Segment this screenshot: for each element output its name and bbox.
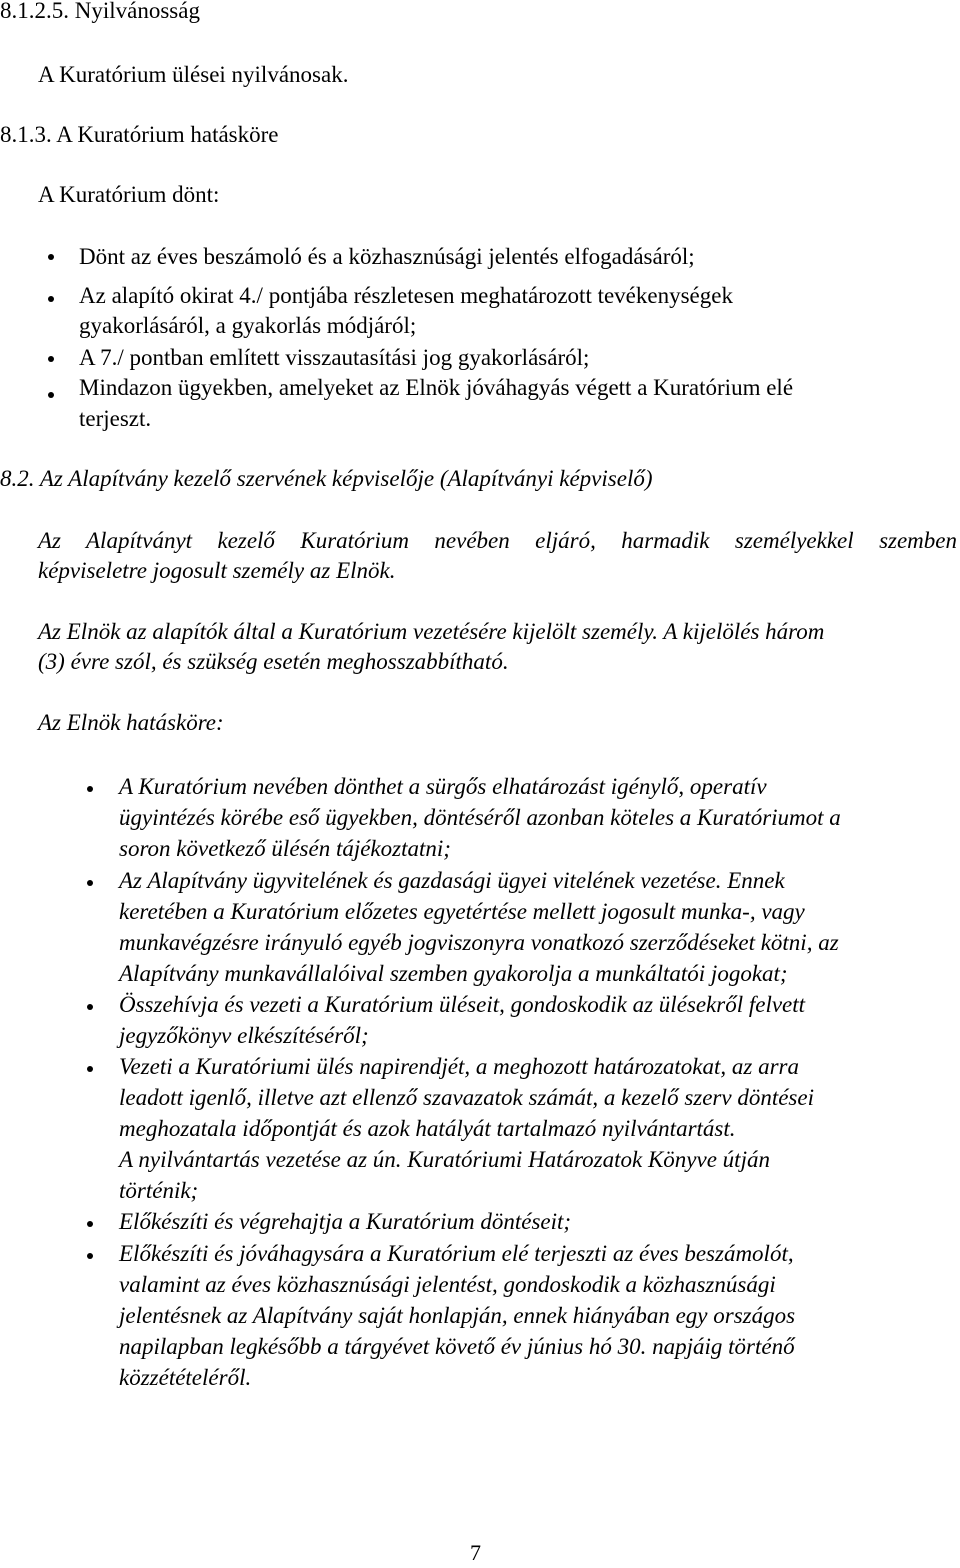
list-item-continuation: jegyzőkönyv elkészítéséről; (119, 1023, 369, 1048)
section-8-1-2-5-heading: 8.1.2.5. Nyilvánosság (0, 0, 200, 23)
list-item-continuation: leadott igenlő, illetve azt ellenző szavazatok számát, a kezelő szerv döntései (119, 1085, 814, 1110)
section-8-2-heading (0, 464, 653, 494)
list-item-continuation: Alapítvány munkavállalóival szemben gyakorolja a munkáltatói jogokat; (119, 961, 788, 986)
list-item: Az alapító okirat 4./ pontjába részletesen meghatározott tevékenységek (79, 283, 733, 308)
paragraph-line: képviseletre jogosult személy az Elnök. (38, 558, 396, 583)
list-item-continuation: A nyilvántartás vezetése az ún. Kuratóriumi Határozatok Könyve útján (119, 1147, 770, 1172)
bullet-icon (87, 1004, 93, 1010)
list-item: A Kuratórium nevében dönthet a sürgős elhatározást igénylő, operatív (119, 774, 767, 799)
elnok-powers-intro: Az Elnök hatásköre: (38, 710, 224, 735)
bullet-icon (87, 880, 93, 886)
section-8-1-2-5-text: A Kuratórium ülései nyilvánosak. (38, 62, 349, 87)
list-item-continuation: napilapban legkésőbb a tárgyévet követő év június hó 30. napjáig történő (119, 1334, 795, 1359)
list-item: Mindazon ügyekben, amelyeket az Elnök jóváhagyás végett a Kuratórium elé (79, 375, 794, 400)
list-item-continuation: soron következő ülésén tájékoztatni; (119, 836, 451, 861)
list-item-continuation: jelentésnek az Alapítvány saját honlapján, ennek hiányában egy országos (119, 1303, 796, 1328)
bullet-icon (48, 392, 54, 398)
list-item-continuation: munkavégzésre irányuló egyéb jogviszonyra vonatkozó szerződéseket kötni, az (119, 930, 839, 955)
section-8-1-3-heading: 8.1.3. A Kuratórium hatásköre (0, 122, 279, 147)
list-item: Dönt az éves beszámoló és a közhasznúsági jelentés elfogadásáról; (79, 244, 695, 269)
list-item-continuation: közzétételéről. (119, 1365, 252, 1390)
list-item: Előkészíti és végrehajtja a Kuratórium döntéseit; (119, 1209, 572, 1234)
bullet-icon (48, 356, 54, 362)
page-number: 7 (470, 1540, 481, 1565)
list-item: Összehívja és vezeti a Kuratórium üléseit, gondoskodik az ülésekről felvett (119, 992, 806, 1017)
list-item-continuation: valamint az éves közhasznúsági jelentést, gondoskodik a közhasznúsági (119, 1272, 776, 1297)
paragraph-line: (3) évre szól, és szükség esetén meghosszabbítható. (38, 649, 509, 674)
list-item-continuation: meghozatala időpontját és azok hatályát tartalmazó nyilvántartást. (119, 1116, 736, 1141)
bullet-icon (87, 1066, 93, 1072)
list-item: A 7./ pontban említett visszautasítási jog gyakorlásáról; (79, 345, 590, 370)
bullet-icon (87, 786, 93, 792)
list-item-continuation: gyakorlásáról, a gyakorlás módjáról; (79, 313, 417, 338)
section-8-2-heading-text: 8.2. Az Alapítvány kezelő szervének képviselője (Alapítványi képviselő) (0, 466, 653, 491)
paragraph-line: Az Alapítványt kezelő Kuratórium nevében eljáró, harmadik személyekkel szemben (38, 528, 957, 553)
bullet-icon (48, 254, 54, 260)
section-8-1-3-intro: A Kuratórium dönt: (38, 182, 220, 207)
list-item: Előkészíti és jóváhagysára a Kuratórium elé terjeszti az éves beszámolót, (119, 1241, 794, 1266)
bullet-icon (87, 1221, 93, 1227)
list-item-continuation: történik; (119, 1178, 199, 1203)
list-item-continuation: ügyintézés körébe eső ügyekben, döntéséről azonban köteles a Kuratóriumot a (119, 805, 841, 830)
list-item: Vezeti a Kuratóriumi ülés napirendjét, a meghozott határozatokat, az arra (119, 1054, 799, 1079)
list-item: Az Alapítvány ügyvitelének és gazdasági ügyei vitelének vezetése. Ennek (119, 868, 785, 893)
bullet-icon (87, 1253, 93, 1259)
list-item-continuation: terjeszt. (79, 406, 152, 431)
list-item-continuation: keretében a Kuratórium előzetes egyetértése mellett jogosult munka-, vagy (119, 899, 805, 924)
paragraph-line: Az Elnök az alapítók által a Kuratórium vezetésére kijelölt személy. A kijelölés három (38, 619, 825, 644)
bullet-icon (48, 296, 54, 302)
